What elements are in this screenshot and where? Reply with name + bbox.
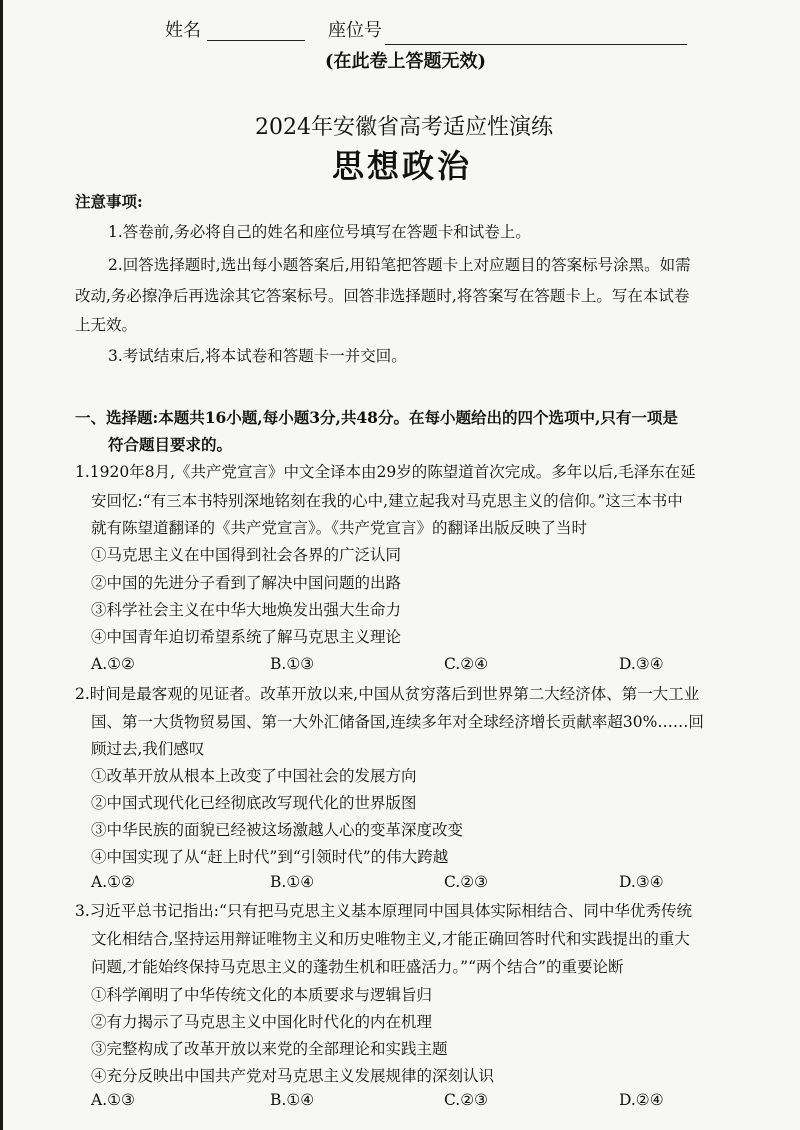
q1-option-2: ②中国的先进分子看到了解决中国问题的出路 xyxy=(91,574,402,592)
q3-option-1: ①科学阐明了中华传统文化的本质要求与逻辑旨归 xyxy=(91,986,433,1004)
notice-item-3: 3.考试结束后,将本试卷和答题卡一并交回。 xyxy=(108,347,407,365)
q1-option-3: ③科学社会主义在中华大地焕发出强大生命力 xyxy=(91,601,402,619)
q2-option-4: ④中国实现了从“赶上时代”到“引领时代”的伟大跨越 xyxy=(91,848,449,866)
q1-option-4: ④中国青年迫切希望系统了解马克思主义理论 xyxy=(91,628,402,646)
q2-option-3: ③中华民族的面貌已经被这场激越人心的变革深度改变 xyxy=(91,821,464,839)
q1-choice-b: B.①③ xyxy=(270,655,315,673)
q1-option-1: ①马克思主义在中国得到社会各界的广泛认同 xyxy=(91,546,402,564)
q1-choice-a: A.①② xyxy=(91,655,135,673)
q2-option-2: ②中国式现代化已经彻底改写现代化的世界版图 xyxy=(91,794,417,812)
q3-option-2: ②有力揭示了马克思主义中国化时代化的内在机理 xyxy=(91,1013,433,1031)
q2-stem-line-3: 顾过去,我们感叹 xyxy=(91,740,205,758)
notice-heading: 注意事项: xyxy=(75,192,143,211)
q3-choice-a: A.①③ xyxy=(91,1091,135,1109)
q3-stem-line-1: 3.习近平总书记指出:“只有把马克思主义基本原理同中国具体实际相结合、同中华优秀传统 xyxy=(75,902,692,920)
q3-stem-line-3: 问题,才能始终保持马克思主义的蓬勃生机和旺盛活力。”“两个结合”的重要论断 xyxy=(91,958,624,976)
invalid-note: (在此卷上答题无效) xyxy=(325,51,487,72)
seat-blank xyxy=(385,44,687,45)
q1-choice-d: D.③④ xyxy=(619,655,664,673)
q3-choice-c: C.②③ xyxy=(444,1091,489,1109)
q3-choice-b: B.①④ xyxy=(270,1091,315,1109)
q2-stem-line-2: 国、第一大货物贸易国、第一大外汇储备国,连续多年对全球经济增长贡献率超30%……回 xyxy=(91,713,704,731)
q2-option-1: ①改革开放从根本上改变了中国社会的发展方向 xyxy=(91,767,417,785)
q2-stem-line-1: 2.时间是最客观的见证者。改革开放以来,中国从贫穷落后到世界第二大经济体、第一大工业 xyxy=(75,685,700,703)
q2-choice-c: C.②③ xyxy=(444,873,489,891)
q3-option-4: ④充分反映出中国共产党对马克思主义发展规律的深刻认识 xyxy=(91,1067,495,1085)
name-blank xyxy=(207,40,305,41)
q2-choice-d: D.③④ xyxy=(619,873,664,891)
q1-stem-line-2: 安回忆:“有三本书特别深地铭刻在我的心中,建立起我对马克思主义的信仰。”这三本书中 xyxy=(91,492,683,510)
notice-item-2-line-1: 2.回答选择题时,选出每小题答案后,用铅笔把答题卡上对应题目的答案标号涂黑。如需 xyxy=(108,256,691,274)
q1-stem-line-3: 就有陈望道翻译的《共产党宣言》。《共产党宣言》的翻译出版反映了当时 xyxy=(91,519,588,537)
notice-item-1: 1.答卷前,务必将自己的姓名和座位号填写在答题卡和试卷上。 xyxy=(108,223,531,241)
subject-title: 思想政治 xyxy=(332,147,473,185)
q3-stem-line-2: 文化相结合,坚持运用辩证唯物主义和历史唯物主义,才能正确回答时代和实践提出的重大 xyxy=(91,930,690,948)
name-label: 姓名 xyxy=(165,20,201,41)
q1-choice-c: C.②④ xyxy=(444,655,489,673)
page-edge xyxy=(0,0,3,1130)
q1-stem-line-1: 1.1920年8月,《共产党宣言》中文全译本由29岁的陈望道首次完成。多年以后,毛泽东在延 xyxy=(75,463,696,481)
exam-title: 2024年安徽省高考适应性演练 xyxy=(255,115,553,140)
notice-item-2-line-2: 改动,务必擦净后再选涂其它答案标号。回答非选择题时,将答案写在答题卡上。写在本试卷 xyxy=(75,287,690,305)
notice-item-2-line-3: 上无效。 xyxy=(75,316,138,334)
q3-choice-d: D.②④ xyxy=(619,1091,664,1109)
section-heading-line-1: 一、选择题:本题共16小题,每小题3分,共48分。在每小题给出的四个选项中,只有一项是 xyxy=(75,408,678,427)
seat-label: 座位号 xyxy=(328,20,382,41)
q2-choice-b: B.①④ xyxy=(270,873,315,891)
q2-choice-a: A.①② xyxy=(91,873,135,891)
q3-option-3: ③完整构成了改革开放以来党的全部理论和实践主题 xyxy=(91,1040,448,1058)
section-heading-line-2: 符合题目要求的。 xyxy=(108,435,233,454)
